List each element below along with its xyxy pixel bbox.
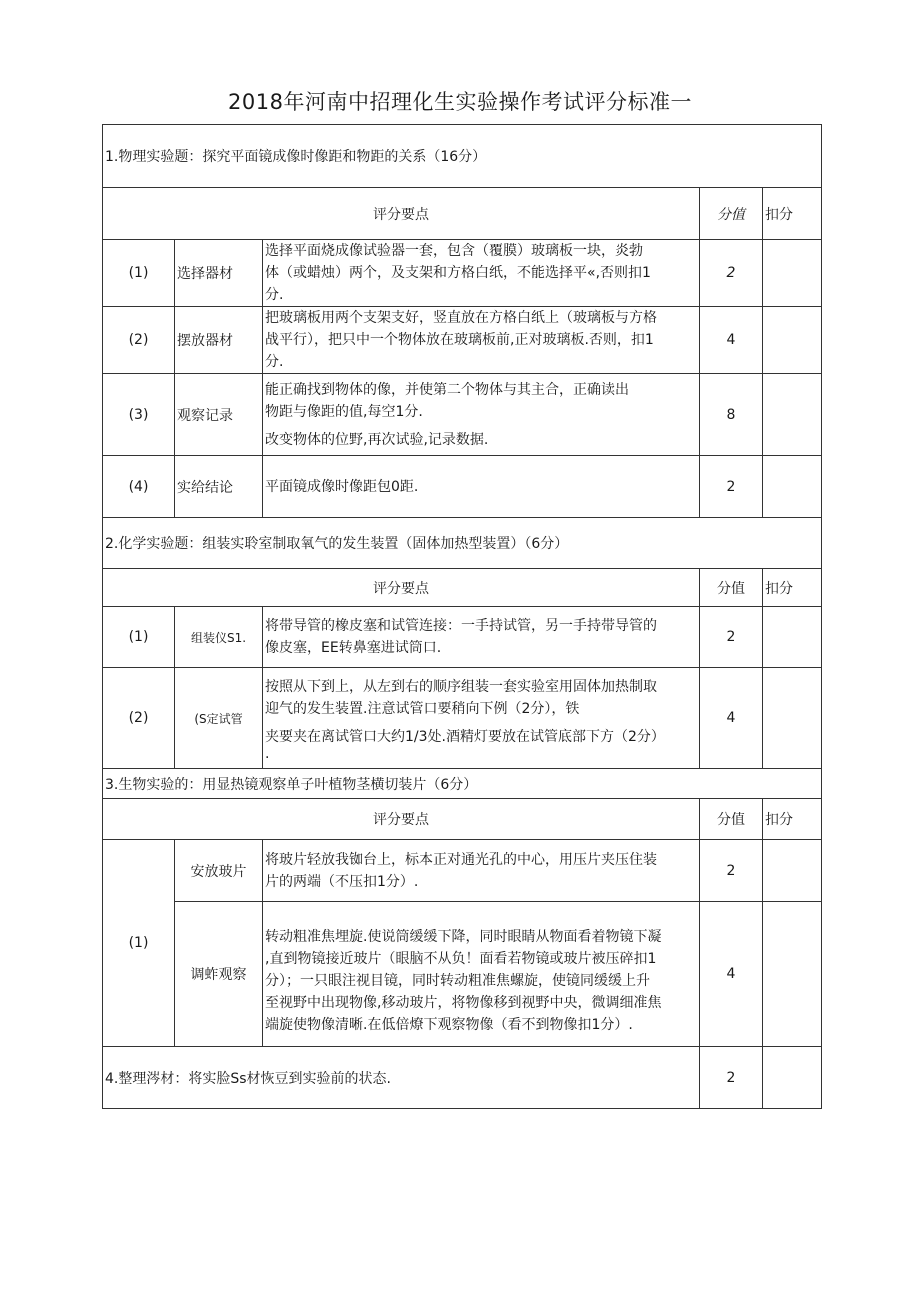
score-header: 分值 [700, 569, 763, 607]
row-number: (1) [103, 240, 175, 307]
table-row [103, 240, 822, 307]
scoring-table [102, 124, 822, 1109]
deduct-header: 扣分 [763, 569, 822, 607]
desc-line: 把玻璃板用两个支架支好，竖直放在方格白纸上（玻璃板与方格 [265, 310, 657, 326]
row-deduct [763, 307, 822, 374]
row-score: 4 [700, 902, 763, 1047]
row-score: 4 [700, 307, 763, 374]
criteria-header: 评分要点 [103, 799, 700, 840]
row-description [263, 374, 700, 456]
desc-line: 分. [265, 354, 284, 370]
row-category: 摆放器材 [175, 307, 263, 374]
row-description [263, 902, 700, 1047]
desc-line: 将玻片轻放我铷台上，标本正对通光孔的中心，用压片夹压住装 [265, 851, 657, 868]
row-description [263, 307, 700, 374]
row-score: 4 [700, 668, 763, 769]
row-score: 2 [700, 1047, 763, 1109]
row-number: (2) [103, 307, 175, 374]
biology-heading: 3.生物实验的：用显热镜观察单子叶植物茎横切装片（6分） [103, 769, 822, 799]
desc-line: 能正确找到物体的像，并使第二个物体与其主合，正确读出 [265, 381, 629, 398]
desc-line: 迎气的发生装置.注意试管口要稍向下例（2分），铁 [265, 701, 580, 717]
table-row [103, 607, 822, 668]
row-category: 调蚱观察 [175, 902, 263, 1047]
row-category: 观察记录 [175, 374, 263, 456]
desc-line: 分）；一只眼注视目镜，同时转动粗准焦螺旋，使镜同缓缓上升 [265, 973, 650, 989]
row-score: 2 [700, 456, 763, 518]
table-row [103, 307, 822, 374]
row-score: 8 [700, 374, 763, 456]
row-category: 选择器材 [175, 240, 263, 307]
cleanup-text: 4.整理涔材：将实脸Ss材恢豆到实验前的状态. [103, 1047, 700, 1109]
table-row [103, 840, 822, 902]
row-category: 安放玻片 [175, 840, 263, 902]
row-category: (S定试管 [175, 668, 263, 769]
row-score: 2 [700, 840, 763, 902]
physics-heading: 1.物理实验题：探究平面镜成像时像距和物距的关系（16分） [103, 125, 822, 188]
row-deduct [763, 668, 822, 769]
row-description [263, 456, 700, 518]
row-deduct [763, 902, 822, 1047]
desc-line: 夹要夹在离试管口大约1/3处.酒精灯要放在试管底部下方（2分） [265, 729, 665, 745]
desc-line: . [265, 746, 270, 762]
row-number: (4) [103, 456, 175, 518]
desc-line: 选择平面烧成像试验器一套，包含（覆膜）玻璃板一块，炎勃 [265, 243, 643, 259]
row-category: 实给结论 [175, 456, 263, 518]
row-number: (2) [103, 668, 175, 769]
table-row [103, 456, 822, 518]
desc-line: 平面镜成像时像距包0距. [265, 478, 419, 495]
row-score: 2 [700, 607, 763, 668]
row-number: (1) [103, 607, 175, 668]
desc-line: 端旋使物像清晰.在低倍燎下观察物像（看不到物像扣1分）. [265, 1017, 633, 1033]
row-description [263, 607, 700, 668]
page-title: 2018年河南中招理化生实验操作考试评分标准一 [228, 90, 692, 114]
row-description [263, 240, 700, 307]
table-row [103, 902, 822, 1047]
desc-line: 按照从下到上，从左到右的顺序组装一套实验室用固体加热制取 [265, 679, 657, 695]
desc-line: 战平行），把只中一个物体放在玻璃板前,正对玻璃板.否则，扣1 [265, 332, 654, 348]
row-description [263, 668, 700, 769]
desc-line: 改变物体的位野,再次试验,记录数据. [265, 431, 489, 448]
row-deduct [763, 456, 822, 518]
table-row [103, 668, 822, 769]
desc-line: 物距与像距的值,每空1分. [265, 403, 423, 420]
row-description [263, 840, 700, 902]
row-deduct [763, 374, 822, 456]
desc-line: ,直到物镜接近玻片（眼脑不从负！面看若物镜或玻片被压碎扣1 [265, 951, 657, 967]
desc-line: 像皮塞，EE转鼻塞进试筒口. [265, 640, 442, 656]
row-deduct [763, 840, 822, 902]
score-header: 分值 [700, 188, 763, 240]
desc-line: 转动粗准焦埋旋.使说筒缓缓下降，同时眼睛从物面看着物镜下凝 [265, 929, 662, 945]
table-row [103, 1047, 822, 1109]
row-category: 组装仪S1. [175, 607, 263, 668]
row-score: 2 [700, 240, 763, 307]
table-row [103, 374, 822, 456]
desc-line: 体（或蜡烛）两个，及支架和方格白纸，不能选择平«,否则扣1 [265, 265, 651, 281]
row-deduct [763, 1047, 822, 1109]
score-header: 分值 [700, 799, 763, 840]
deduct-header: 扣分 [763, 188, 822, 240]
row-deduct [763, 240, 822, 307]
deduct-header: 扣分 [763, 799, 822, 840]
desc-line: 至视野中出现物像,移动玻片，将物像移到视野中央，微调细准焦 [265, 995, 662, 1011]
row-number: (3) [103, 374, 175, 456]
criteria-header: 评分要点 [103, 188, 700, 240]
row-deduct [763, 607, 822, 668]
desc-line: 分. [265, 287, 284, 303]
desc-line: 片的两端（不压扣1分）. [265, 873, 419, 890]
desc-line: 将带导管的橡皮塞和试管连接：一手持试管，另一手持带导管的 [265, 618, 657, 634]
row-number: (1) [103, 840, 175, 1047]
criteria-header: 评分要点 [103, 569, 700, 607]
chemistry-heading: 2.化学实验题：组装实聆室制取氧气的发生装置（固体加热型装置）（6分） [103, 518, 822, 569]
